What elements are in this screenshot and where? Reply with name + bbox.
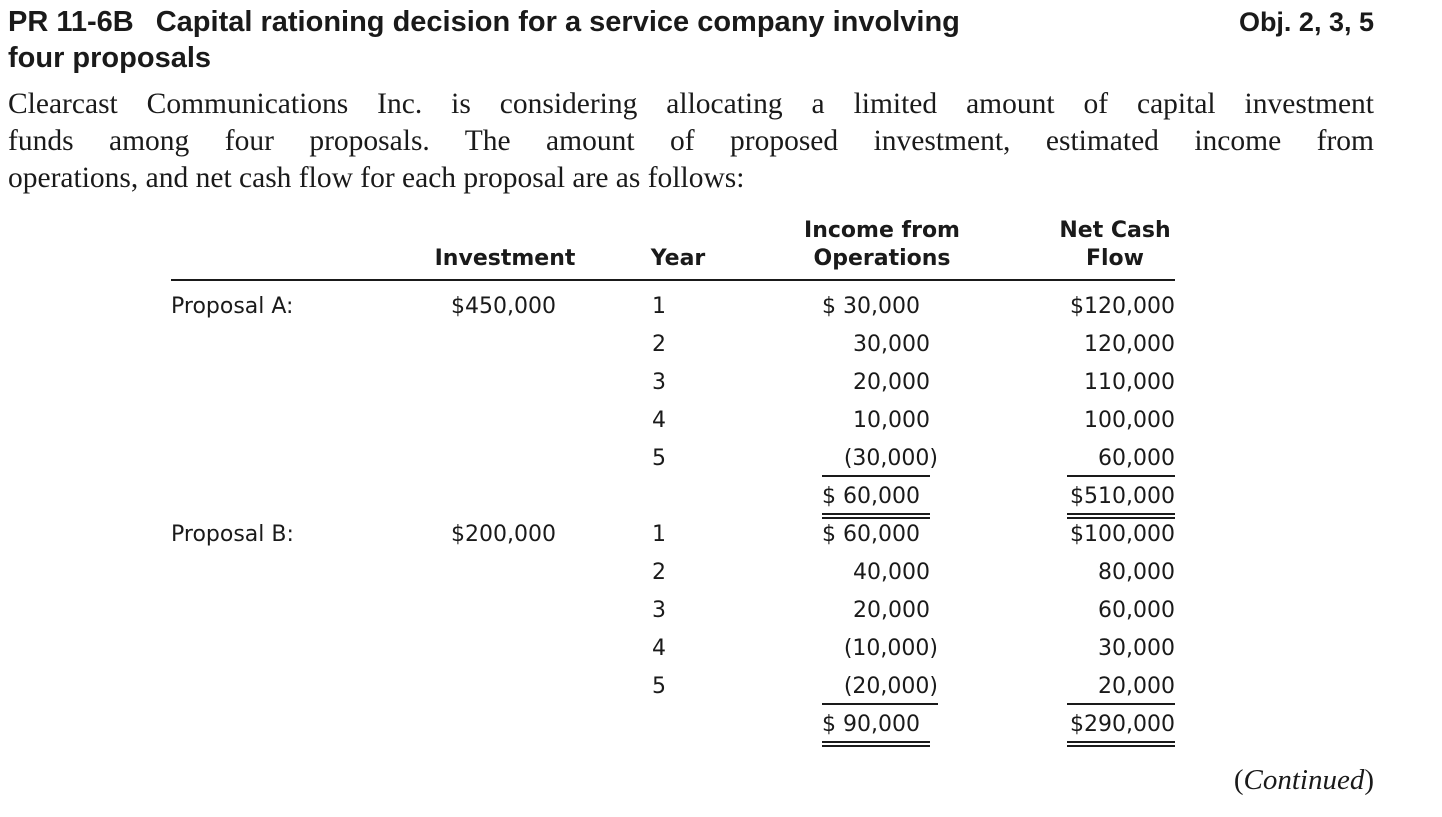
proposal-label: Proposal A: [171,294,294,319]
cash-cell: $100,000 [1070,522,1175,547]
total-cash-cell: $290,000 [1070,712,1175,737]
income-cell: $ 30,000 [822,294,920,319]
income-cell: $ 60,000 [822,522,920,547]
header-income-line1: Income from [804,218,960,243]
income-cell: 30,000 [853,332,930,357]
continued-note: (Continued) [1233,764,1374,796]
cash-cell: 20,000 [1098,674,1175,699]
year-cell: 3 [652,598,666,623]
continued-text: Continued [1243,764,1365,796]
header-income-line2: Operations [813,246,951,271]
cash-cell: 120,000 [1084,332,1175,357]
total-double-rule-income [822,745,930,747]
year-cell: 4 [652,636,666,661]
header-cash-line2: Flow [1085,246,1144,271]
header-cash-line1: Net Cash [1059,218,1171,243]
income-cell: (20,000) [843,674,938,699]
total-double-rule-cash [1067,745,1175,747]
subtotal-rule-cash [1067,475,1175,477]
intro-line: operations, and net cash flow for each proposal are as follows: [8,162,745,194]
objectives-label: Obj. 2, 3, 5 [1238,7,1374,37]
cash-cell: 110,000 [1084,370,1175,395]
income-cell: (10,000) [843,636,938,661]
problem-title-line2: four proposals [8,42,212,74]
year-cell: 1 [652,522,666,547]
subtotal-rule-cash [1067,703,1175,705]
problem-title-line1: Capital rationing decision for a service company involving [155,6,960,38]
header-rule [171,279,1175,281]
intro-line: funds among four proposals. The amount of proposed investment, estimated income from [8,125,1374,157]
proposal-label: Proposal B: [171,522,294,547]
total-double-rule-income [822,741,930,743]
proposal-investment: $450,000 [451,294,556,319]
income-cell: 20,000 [853,370,930,395]
income-cell: 20,000 [853,598,930,623]
year-cell: 2 [652,560,666,585]
intro-line: Clearcast Communications Inc. is considering allocating a limited amount of capital investment [8,88,1374,120]
problem-code: PR 11-6B [8,6,134,38]
total-double-rule-income [822,513,930,515]
cash-cell: 30,000 [1098,636,1175,661]
subtotal-rule-income [822,475,930,477]
proposal-investment: $200,000 [451,522,556,547]
total-cash-cell: $510,000 [1070,484,1175,509]
income-cell: 10,000 [853,408,930,433]
header-investment: Investment [434,246,576,271]
cash-cell: 100,000 [1084,408,1175,433]
year-cell: 5 [652,446,666,471]
header-year: Year [650,246,706,271]
total-double-rule-cash [1067,513,1175,515]
cash-cell: 60,000 [1098,598,1175,623]
year-cell: 5 [652,674,666,699]
total-income-cell: $ 60,000 [822,484,920,509]
cash-cell: $120,000 [1070,294,1175,319]
year-cell: 3 [652,370,666,395]
total-income-cell: $ 90,000 [822,712,920,737]
income-cell: (30,000) [843,446,938,471]
year-cell: 4 [652,408,666,433]
subtotal-rule-income [822,703,938,705]
income-cell: 40,000 [853,560,930,585]
year-cell: 1 [652,294,666,319]
cash-cell: 60,000 [1098,446,1175,471]
year-cell: 2 [652,332,666,357]
cash-cell: 80,000 [1098,560,1175,585]
total-double-rule-cash [1067,741,1175,743]
